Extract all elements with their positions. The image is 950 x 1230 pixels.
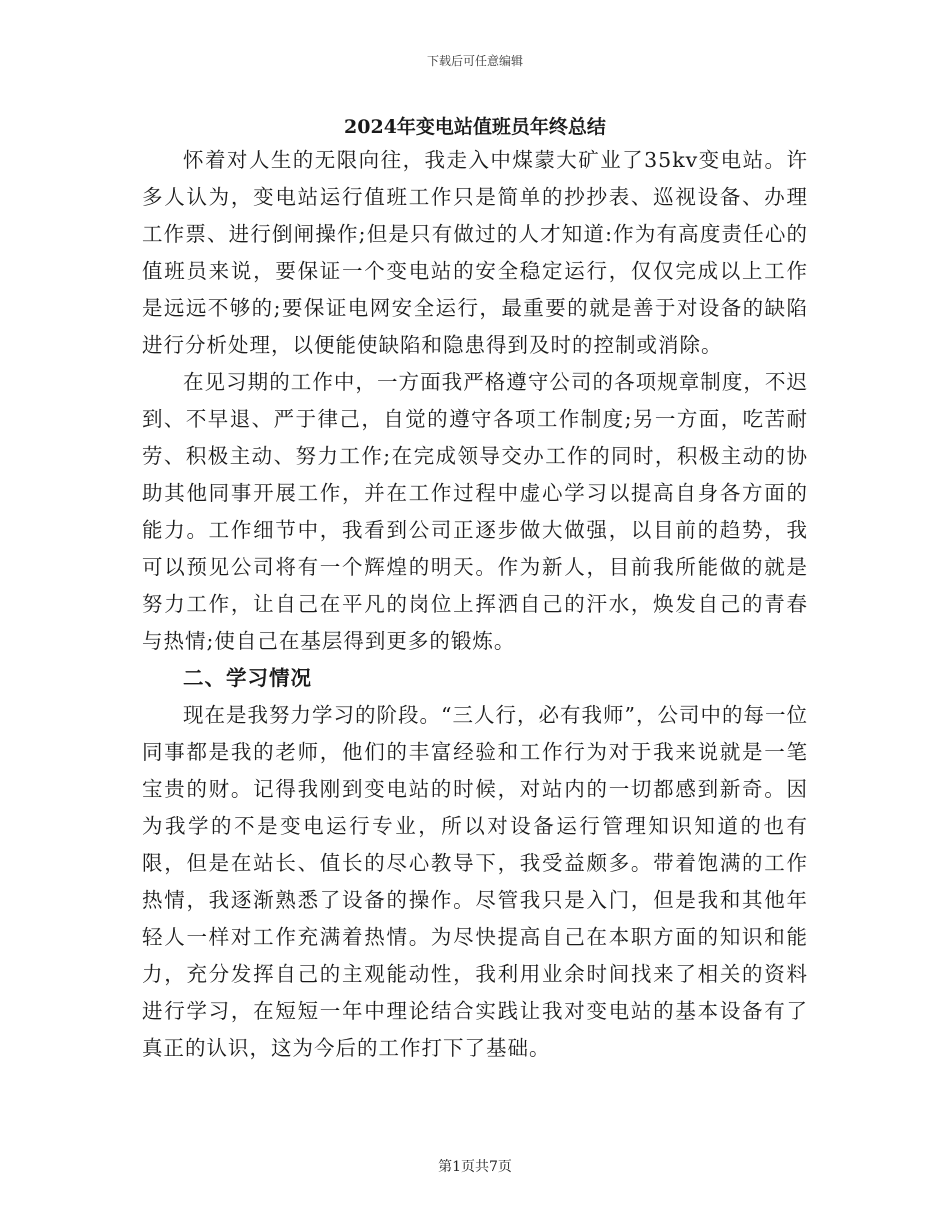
- document-title: 2024年变电站值班员年终总结: [344, 116, 606, 138]
- paragraph-intro: 怀着对人生的无限向往，我走入中煤蒙大矿业了35kv变电站。许多人认为，变电站运行值班工作只是简单的抄抄表、巡视设备、办理工作票、进行倒闸操作;但是只有做过的人才知道:作为有高度责任心的值班员来说，要保证一个变电站的安全稳定运行，仅仅完成以上工作是远远不够的;要保证电网安全运行，最重要的就是善于对设备的缺陷进行分析处理，以便能使缺陷和隐患得到及时的控制或消除。: [142, 148, 808, 357]
- section-heading-study: 二、学习情况: [183, 666, 312, 690]
- page-number: 第1页共7页: [438, 1159, 512, 1175]
- document-body: [142, 112, 808, 1067]
- paragraph-probation-work: 在见习期的工作中，一方面我严格遵守公司的各项规章制度，不迟到、不早退、严于律己，自觉的遵守各项工作制度;另一方面，吃苦耐劳、积极主动、努力工作;在完成领导交办工作的同时，积极主动的协助其他同事开展工作，并在工作过程中虚心学习以提高自身各方面的能力。工作细节中，我看到公司正逐步做大做强，以目前的趋势，我可以预见公司将有一个辉煌的明天。作为新人，目前我所能做的就是努力工作，让自己在平凡的岗位上挥洒自己的汗水，焕发自己的青春与热情;使自己在基层得到更多的锻炼。: [142, 370, 808, 653]
- page-header-note: 下载后可任意编辑: [426, 54, 523, 68]
- paragraph-study: 现在是我努力学习的阶段。“三人行，必有我师”，公司中的每一位同事都是我的老师，他们的丰富经验和工作行为对于我来说就是一笔宝贵的财。记得我刚到变电站的时候，对站内的一切都感到新奇。因为我学的不是变电运行专业，所以对设备运行管理知识知道的也有限，但是在站长、值长的尽心教导下，我受益颇多。带着饱满的工作热情，我逐渐熟悉了设备的操作。尽管我只是入门，但是我和其他年轻人一样对工作充满着热情。为尽快提高自己在本职方面的知识和能力，充分发挥自己的主观能动性，我利用业余时间找来了相关的资料进行学习，在短短一年中理论结合实践让我对变电站的基本设备有了真正的认识，这为今后的工作打下了基础。: [142, 703, 808, 1060]
